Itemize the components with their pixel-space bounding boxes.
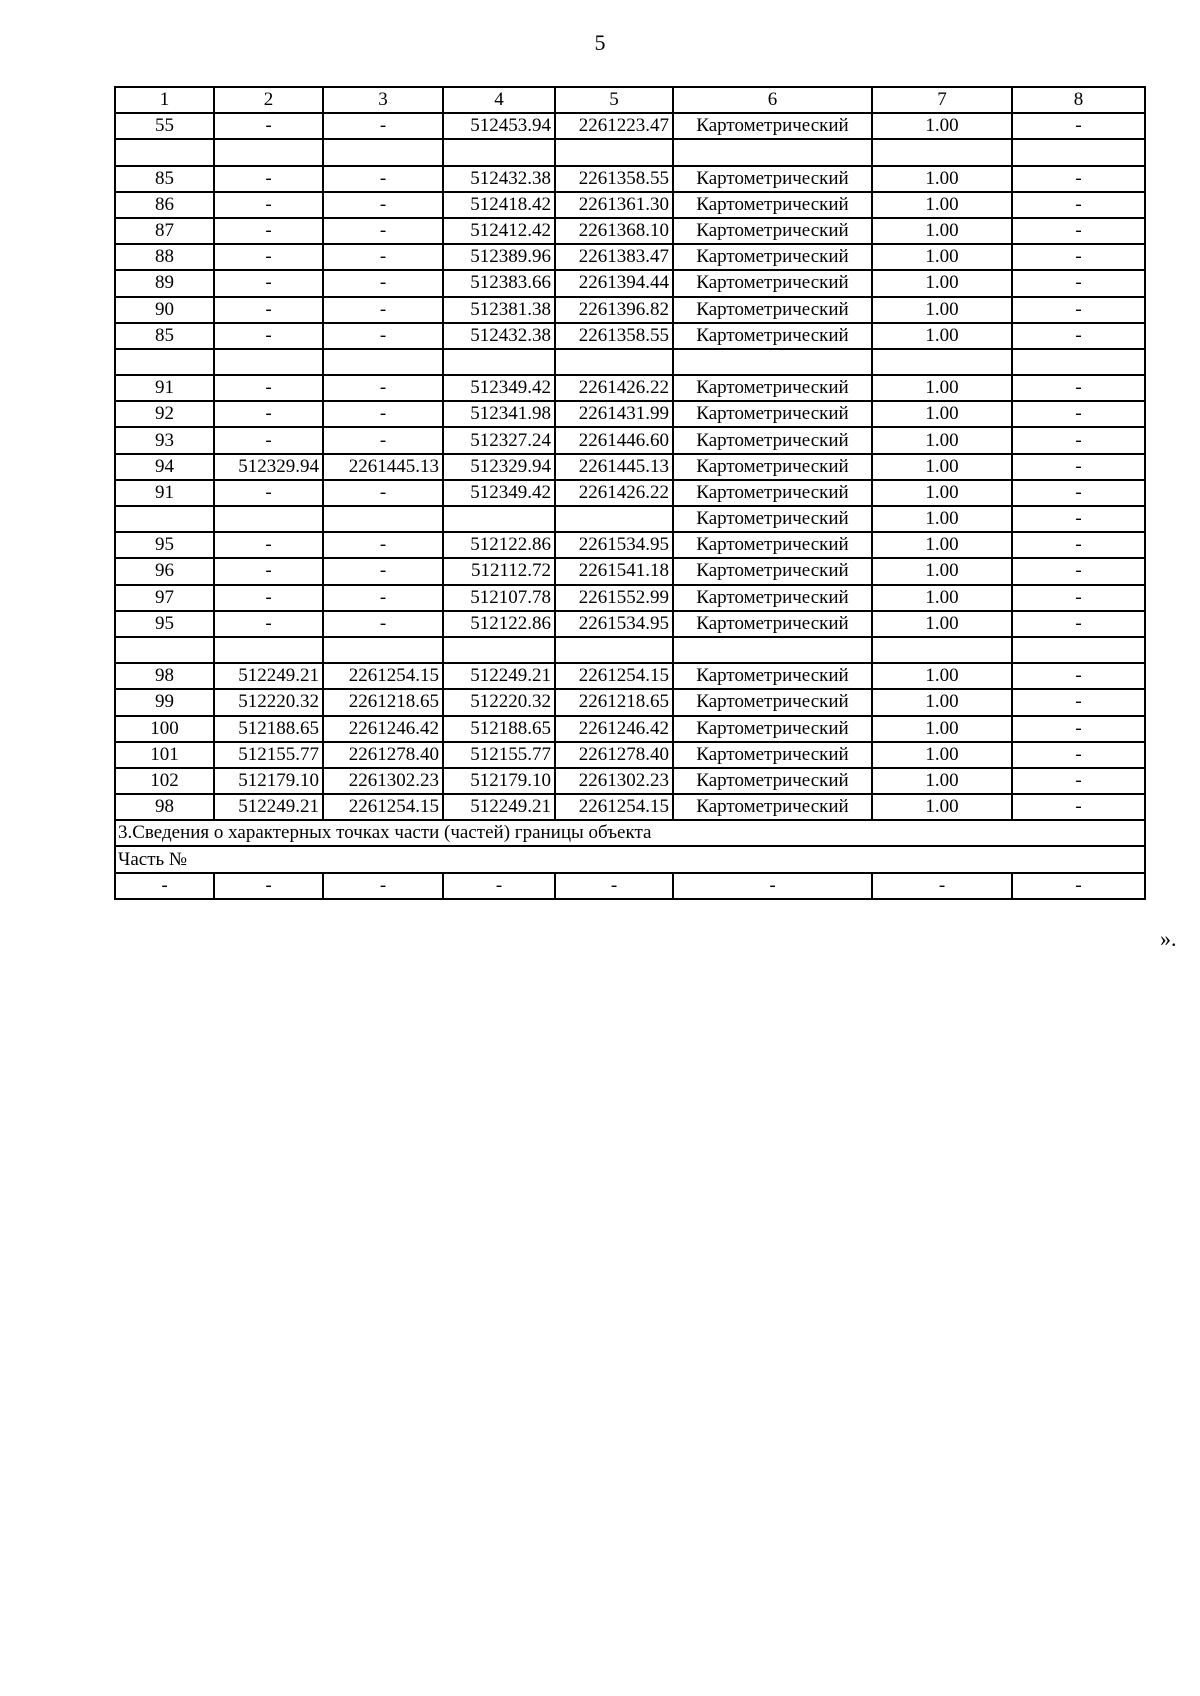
table-row (115, 689, 1145, 715)
cell-col-8: 8 (1012, 87, 1145, 113)
cell-col-7: 1.00 (872, 585, 1012, 611)
cell-col-5: 2261394.44 (555, 270, 673, 296)
cell-col-1 (115, 139, 214, 165)
cell-col-4: 512112.72 (443, 558, 555, 584)
cell-col-6: Картометрический (673, 532, 872, 558)
final-row (115, 873, 1145, 899)
cell-col-4: - (443, 873, 555, 899)
cell-col-2: - (214, 270, 323, 296)
cell-col-7: 1.00 (872, 611, 1012, 637)
cell-col-5: 2261278.40 (555, 742, 673, 768)
cell-col-5: 2261426.22 (555, 375, 673, 401)
cell-col-4: 512432.38 (443, 323, 555, 349)
cell-col-2: - (214, 480, 323, 506)
cell-col-8: - (1012, 454, 1145, 480)
cell-col-2: 512329.94 (214, 454, 323, 480)
cell-col-6: Картометрический (673, 454, 872, 480)
table-row (115, 558, 1145, 584)
cell-col-2 (214, 637, 323, 663)
cell-col-3: 2261278.40 (323, 742, 443, 768)
table-row (115, 166, 1145, 192)
table-row (115, 454, 1145, 480)
cell-col-2: - (214, 873, 323, 899)
cell-col-4: 512188.65 (443, 716, 555, 742)
cell-col-3: 3 (323, 87, 443, 113)
cell-col-3: - (323, 585, 443, 611)
cell-col-2: - (214, 611, 323, 637)
cell-col-7 (872, 637, 1012, 663)
cell-col-1: 98 (115, 663, 214, 689)
cell-col-6: Картометрический (673, 480, 872, 506)
cell-col-2: - (214, 585, 323, 611)
cell-col-6: Картометрический (673, 323, 872, 349)
cell-col-8: - (1012, 663, 1145, 689)
cell-col-8: - (1012, 192, 1145, 218)
cell-col-5: 2261218.65 (555, 689, 673, 715)
cell-col-5: 2261368.10 (555, 218, 673, 244)
cell-col-1: 85 (115, 166, 214, 192)
cell-col-4: 512418.42 (443, 192, 555, 218)
cell-col-2: - (214, 532, 323, 558)
cell-col-3: - (323, 270, 443, 296)
cell-col-3: - (323, 873, 443, 899)
cell-col-7: 1.00 (872, 663, 1012, 689)
table-row (115, 480, 1145, 506)
cell-col-3: - (323, 558, 443, 584)
cell-col-6 (673, 637, 872, 663)
cell-col-1: 95 (115, 611, 214, 637)
cell-col-3: - (323, 218, 443, 244)
cell-col-7: 1.00 (872, 716, 1012, 742)
cell-col-6: Картометрический (673, 218, 872, 244)
cell-col-1: 90 (115, 297, 214, 323)
cell-col-6: Картометрический (673, 113, 872, 139)
cell-col-6: Картометрический (673, 375, 872, 401)
cell-col-8: - (1012, 166, 1145, 192)
cell-col-1: 91 (115, 480, 214, 506)
table-row (115, 506, 1145, 532)
cell-col-3: 2261302.23 (323, 768, 443, 794)
cell-col-6: Картометрический (673, 585, 872, 611)
cell-col-7: 1.00 (872, 454, 1012, 480)
cell-col-7: 1.00 (872, 480, 1012, 506)
table-row (115, 139, 1145, 165)
cell-col-8: - (1012, 716, 1145, 742)
cell-col-7: 1.00 (872, 375, 1012, 401)
cell-col-1: 97 (115, 585, 214, 611)
cell-col-6: Картометрический (673, 166, 872, 192)
cell-col-7: 1.00 (872, 323, 1012, 349)
cell-col-6: 6 (673, 87, 872, 113)
cell-col-5: 5 (555, 87, 673, 113)
cell-col-3 (323, 349, 443, 375)
cell-col-2: - (214, 375, 323, 401)
table-row (115, 611, 1145, 637)
cell-col-5: 2261552.99 (555, 585, 673, 611)
cell-col-1: 94 (115, 454, 214, 480)
table-row (115, 244, 1145, 270)
header-row (115, 87, 1145, 113)
cell-col-7: 1.00 (872, 768, 1012, 794)
cell-col-5: 2261383.47 (555, 244, 673, 270)
cell-col-2 (214, 349, 323, 375)
cell-col-8 (1012, 139, 1145, 165)
cell-col-2: 2 (214, 87, 323, 113)
cell-col-2: - (214, 558, 323, 584)
cell-col-2: 512188.65 (214, 716, 323, 742)
cell-col-4: 512107.78 (443, 585, 555, 611)
table-row (115, 794, 1145, 820)
cell-col-7: 1.00 (872, 192, 1012, 218)
cell-col-7: 1.00 (872, 689, 1012, 715)
part-number-row (115, 846, 1145, 872)
cell-col-5: 2261426.22 (555, 480, 673, 506)
page-number: 5 (594, 30, 606, 55)
cell-col-7: 1.00 (872, 218, 1012, 244)
cell-col-8 (1012, 637, 1145, 663)
cell-col-2: - (214, 113, 323, 139)
cell-col-2: 512220.32 (214, 689, 323, 715)
table-row (115, 532, 1145, 558)
table-row (115, 637, 1145, 663)
cell-col-7: 1.00 (872, 113, 1012, 139)
cell-col-4 (443, 349, 555, 375)
table-row (115, 742, 1145, 768)
cell-col-2: 512155.77 (214, 742, 323, 768)
section-title-row (115, 820, 1145, 846)
cell-col-1 (115, 506, 214, 532)
cell-col-6: - (673, 873, 872, 899)
cell-col-6: Картометрический (673, 244, 872, 270)
cell-col-5: 2261534.95 (555, 532, 673, 558)
cell-col-3: - (323, 532, 443, 558)
cell-col-6 (673, 349, 872, 375)
cell-col-6: Картометрический (673, 768, 872, 794)
cell-col-5: 2261302.23 (555, 768, 673, 794)
cell-col-3: 2261254.15 (323, 794, 443, 820)
cell-col-5 (555, 506, 673, 532)
table-row (115, 349, 1145, 375)
closing-quote-mark: ». (1160, 926, 1177, 951)
cell-col-6: Картометрический (673, 401, 872, 427)
cell-col-5: 2261358.55 (555, 166, 673, 192)
cell-col-8: - (1012, 297, 1145, 323)
cell-col-2: - (214, 218, 323, 244)
cell-col-3: - (323, 244, 443, 270)
table-row (115, 427, 1145, 453)
cell-col-3: - (323, 113, 443, 139)
cell-col-8: - (1012, 480, 1145, 506)
cell-col-7: 1.00 (872, 794, 1012, 820)
cell-col-2: - (214, 297, 323, 323)
cell-col-8: - (1012, 401, 1145, 427)
cell-col-8: - (1012, 873, 1145, 899)
cell-col-3: 2261218.65 (323, 689, 443, 715)
table-body (115, 87, 1145, 899)
cell-col-1: 1 (115, 87, 214, 113)
cell-col-4 (443, 637, 555, 663)
cell-col-5 (555, 637, 673, 663)
cell-col-7: - (872, 873, 1012, 899)
cell-col-7: 1.00 (872, 742, 1012, 768)
cell-col-6: Картометрический (673, 427, 872, 453)
cell-col-5: 2261223.47 (555, 113, 673, 139)
coordinates-table (114, 86, 1146, 900)
cell-col-1: 55 (115, 113, 214, 139)
cell-col-2: - (214, 244, 323, 270)
cell-col-1: 85 (115, 323, 214, 349)
part-number-label: Часть № (115, 846, 1145, 872)
cell-col-6: Картометрический (673, 506, 872, 532)
cell-col-1: 99 (115, 689, 214, 715)
cell-col-2: - (214, 323, 323, 349)
cell-col-8: - (1012, 244, 1145, 270)
cell-col-1: 86 (115, 192, 214, 218)
cell-col-4: 512179.10 (443, 768, 555, 794)
cell-col-7: 1.00 (872, 166, 1012, 192)
cell-col-8: - (1012, 794, 1145, 820)
cell-col-1: 91 (115, 375, 214, 401)
cell-col-1: 95 (115, 532, 214, 558)
cell-col-8: - (1012, 506, 1145, 532)
section-title: 3.Сведения о характерных точках части (частей) границы объекта (115, 820, 1145, 846)
cell-col-5: 2261361.30 (555, 192, 673, 218)
cell-col-3: - (323, 480, 443, 506)
cell-col-4: 512453.94 (443, 113, 555, 139)
cell-col-4: 512349.42 (443, 375, 555, 401)
cell-col-4: 512249.21 (443, 794, 555, 820)
cell-col-6: Картометрический (673, 689, 872, 715)
cell-col-7: 1.00 (872, 427, 1012, 453)
cell-col-8: - (1012, 375, 1145, 401)
cell-col-4: 512220.32 (443, 689, 555, 715)
table-row (115, 192, 1145, 218)
cell-col-8: - (1012, 585, 1145, 611)
cell-col-4: 512329.94 (443, 454, 555, 480)
cell-col-3: 2261246.42 (323, 716, 443, 742)
cell-col-4: 512412.42 (443, 218, 555, 244)
table-row (115, 297, 1145, 323)
cell-col-8: - (1012, 558, 1145, 584)
cell-col-4: 512122.86 (443, 532, 555, 558)
cell-col-5: 2261541.18 (555, 558, 673, 584)
cell-col-7 (872, 349, 1012, 375)
cell-col-5 (555, 349, 673, 375)
cell-col-8: - (1012, 742, 1145, 768)
cell-col-1: 98 (115, 794, 214, 820)
cell-col-2: - (214, 192, 323, 218)
cell-col-4 (443, 139, 555, 165)
cell-col-4: 512327.24 (443, 427, 555, 453)
table-row (115, 401, 1145, 427)
cell-col-3: - (323, 611, 443, 637)
cell-col-4: 4 (443, 87, 555, 113)
cell-col-5: 2261445.13 (555, 454, 673, 480)
cell-col-6: Картометрический (673, 192, 872, 218)
table-row (115, 585, 1145, 611)
cell-col-2: - (214, 166, 323, 192)
cell-col-6: Картометрический (673, 716, 872, 742)
cell-col-7: 1.00 (872, 401, 1012, 427)
cell-col-3: - (323, 401, 443, 427)
cell-col-1: 87 (115, 218, 214, 244)
table-row (115, 716, 1145, 742)
cell-col-3: 2261254.15 (323, 663, 443, 689)
cell-col-6 (673, 139, 872, 165)
cell-col-3 (323, 506, 443, 532)
cell-col-7: 1.00 (872, 558, 1012, 584)
cell-col-8: - (1012, 427, 1145, 453)
cell-col-8: - (1012, 323, 1145, 349)
cell-col-4: 512249.21 (443, 663, 555, 689)
cell-col-1: 102 (115, 768, 214, 794)
cell-col-2: 512249.21 (214, 794, 323, 820)
cell-col-2: 512249.21 (214, 663, 323, 689)
cell-col-8: - (1012, 532, 1145, 558)
cell-col-5: 2261446.60 (555, 427, 673, 453)
table-row (115, 375, 1145, 401)
table-row (115, 270, 1145, 296)
cell-col-7 (872, 139, 1012, 165)
cell-col-4: 512389.96 (443, 244, 555, 270)
cell-col-8: - (1012, 768, 1145, 794)
cell-col-3 (323, 139, 443, 165)
cell-col-6: Картометрический (673, 558, 872, 584)
cell-col-8: - (1012, 689, 1145, 715)
cell-col-5: 2261254.15 (555, 663, 673, 689)
cell-col-8: - (1012, 113, 1145, 139)
cell-col-2: - (214, 401, 323, 427)
cell-col-7: 1.00 (872, 532, 1012, 558)
cell-col-7: 7 (872, 87, 1012, 113)
cell-col-1: 92 (115, 401, 214, 427)
cell-col-1: 101 (115, 742, 214, 768)
table-row (115, 323, 1145, 349)
cell-col-5: - (555, 873, 673, 899)
cell-col-3 (323, 637, 443, 663)
cell-col-3: - (323, 427, 443, 453)
cell-col-6: Картометрический (673, 663, 872, 689)
cell-col-6: Картометрический (673, 297, 872, 323)
cell-col-4 (443, 506, 555, 532)
cell-col-5: 2261431.99 (555, 401, 673, 427)
table-row (115, 113, 1145, 139)
cell-col-8 (1012, 349, 1145, 375)
cell-col-3: - (323, 323, 443, 349)
cell-col-5: 2261396.82 (555, 297, 673, 323)
cell-col-5: 2261534.95 (555, 611, 673, 637)
cell-col-8: - (1012, 270, 1145, 296)
cell-col-5 (555, 139, 673, 165)
cell-col-4: 512341.98 (443, 401, 555, 427)
cell-col-6: Картометрический (673, 270, 872, 296)
cell-col-2 (214, 139, 323, 165)
cell-col-4: 512155.77 (443, 742, 555, 768)
cell-col-4: 512383.66 (443, 270, 555, 296)
cell-col-4: 512381.38 (443, 297, 555, 323)
cell-col-6: Картометрический (673, 611, 872, 637)
cell-col-7: 1.00 (872, 297, 1012, 323)
cell-col-2 (214, 506, 323, 532)
cell-col-4: 512122.86 (443, 611, 555, 637)
table-row (115, 218, 1145, 244)
cell-col-1: 100 (115, 716, 214, 742)
cell-col-1: 96 (115, 558, 214, 584)
cell-col-6: Картометрический (673, 742, 872, 768)
cell-col-2: - (214, 427, 323, 453)
cell-col-5: 2261246.42 (555, 716, 673, 742)
cell-col-7: 1.00 (872, 506, 1012, 532)
cell-col-4: 512349.42 (443, 480, 555, 506)
cell-col-7: 1.00 (872, 244, 1012, 270)
cell-col-2: 512179.10 (214, 768, 323, 794)
cell-col-1: 88 (115, 244, 214, 270)
table-row (115, 768, 1145, 794)
cell-col-3: - (323, 375, 443, 401)
cell-col-1 (115, 637, 214, 663)
cell-col-3: - (323, 297, 443, 323)
cell-col-5: 2261254.15 (555, 794, 673, 820)
cell-col-1: 93 (115, 427, 214, 453)
cell-col-3: 2261445.13 (323, 454, 443, 480)
cell-col-8: - (1012, 611, 1145, 637)
cell-col-3: - (323, 166, 443, 192)
cell-col-7: 1.00 (872, 270, 1012, 296)
cell-col-1 (115, 349, 214, 375)
cell-col-1: 89 (115, 270, 214, 296)
table-row (115, 663, 1145, 689)
cell-col-1: - (115, 873, 214, 899)
cell-col-4: 512432.38 (443, 166, 555, 192)
cell-col-5: 2261358.55 (555, 323, 673, 349)
cell-col-3: - (323, 192, 443, 218)
cell-col-6: Картометрический (673, 794, 872, 820)
cell-col-8: - (1012, 218, 1145, 244)
